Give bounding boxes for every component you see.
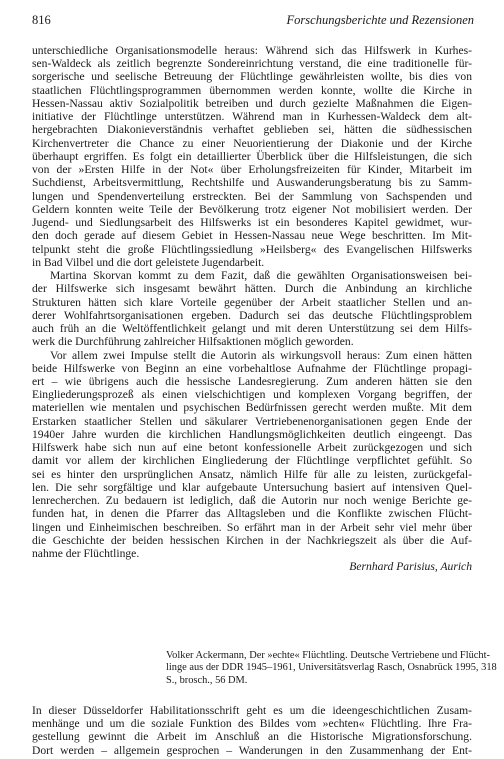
review-signature: Bernhard Parisius, Aurich [349, 560, 472, 573]
review-text-line: Martina Skorvan kommt zu dem Fazit, daß die gewählten Organisationsweisen bei- [50, 269, 472, 283]
review-text-line: funden hat, in denen die Pfarrer das Alltagsleben und die Konflikte zwischen Flücht- [32, 507, 472, 521]
review-text-line: lingen und Einheimischen beschreiben. So erfährt man in der Arbeit sehr viel mehr über [32, 520, 472, 534]
review-text-line: den doch gerade auf diesem Gebiet in Hessen-Nassau neue Wege beschritten. Im Mit- [32, 229, 472, 243]
review-text-line: Kirchenvertreter die Chance zu einer Neuorientierung der Diakonie und der Kirche [32, 136, 472, 150]
review-text-line: Eingliederungsprozeß als einen vielschichtigen und komplexen Vorgang begriffen, der [32, 388, 472, 402]
review-text-line: Vor allem zwei Impulse stellt die Autorin als wirkungsvoll heraus: Zum einen hätten [50, 348, 472, 362]
review-text-line: hergebrachten Diakonieverständnis verhaftet geblieben sei, hätten die südhessischen [32, 123, 472, 137]
review2-text-line: In dieser Düsseldorfer Habilitationsschrift geht es um die ideengeschichtlichen Zusam- [32, 704, 472, 717]
review2-text-line: Dort werden – allgemein gesprochen – Wanderungen in den Zusammenhang der Ent- [32, 743, 472, 757]
review-text-line: lungen und Spendenverteilung erstreckten. Bei der Sammlung von Sachspenden und [32, 189, 472, 203]
running-title: Forschungsberichte und Rezensionen [286, 13, 474, 27]
review-text-line: Erstarken staatlicher Stellen und säkularer Vertriebenenorganisationen gegen Ende der [32, 414, 472, 428]
bibliography-line: Volker Ackermann, Der »echte« Flüchtling. Deutsche Vertriebene und Flücht- [166, 650, 490, 661]
review-text-line: Jugend- und Siedlungsarbeit des Hilfswerks ist ein besonderes Kapitel gewidmet, wur- [32, 216, 472, 230]
review-text-line: lenrecherchen. Zu bedauern ist lediglich, daß die Autorin nur noch wenige Berichte ge- [32, 494, 472, 508]
review-text-line: in Bad Vilbel und die dort geleistete Jugendarbeit. [32, 255, 265, 269]
review-text-line: 1940er Jahre wurden die kirchlichen Handlungsmöglichkeiten deutlich eingeengt. Das [32, 427, 472, 441]
review-text-line: von der »Ersten Hilfe in der Not« über Erholungsfreizeiten für Kinder, Mitarbeit im [32, 163, 472, 177]
review-text-line: werk die Durchführung zahlreicher Hilfsaktionen möglich geworden. [32, 335, 354, 349]
review-text-line: sei es hinter den ursprünglichen Ansatz, nämlich Hilfe für alle zu leisten, zurückgefal- [32, 467, 472, 481]
bibliography-line: linge aus der DDR 1945–1961, Universitätsverlag Rasch, Osnabrück 1995, 318 [166, 662, 497, 674]
review-text-line: Hilfswerk habe sich nun auf eine betont konfessionelle Arbeit zurückgezogen und sich [32, 441, 472, 455]
review-text-line: derer Wohlfahrtsorganisationen ergeben. Dadurch sei das deutsche Flüchtlingsproblem [32, 308, 472, 322]
review-text-line: der Hilfswerke sich insgesamt bewährt hätten. Durch die Anbindung an kirchliche [32, 282, 472, 296]
review-text-line: sen-Waldeck als zeitlich begrenzte Sondereinrichtung verstand, die eine traditionelle für- [32, 57, 472, 71]
review-text-line: Strukturen hätten sich klare Vorteile gegenüber der Arbeit staatlicher Stellen und an- [32, 295, 472, 309]
review-text-line: materiellen wie mentalen und psychischen Bedürfnissen gerecht werden mußte. Mit dem [32, 401, 472, 415]
page-number: 816 [32, 13, 51, 27]
review-text-line: damit vor allem der kirchlichen Eingliederung der Flüchtlinge verpflichtet gefühlt. So [32, 454, 472, 468]
review-text-line: auch früh an die Weltöffentlichkeit gelangt und mit deren Unterstützung sei dem Hilfs- [32, 322, 472, 336]
review-text-line: initiative der Flüchtlinge unterstützen. Während man in Kurhessen-Waldeck dem alt- [32, 110, 472, 124]
review-text-line: telpunkt steht die große Flüchtlingssiedlung »Heilsberg« des Evangelischen Hilfswerks [32, 242, 472, 256]
review-text-line: Geldern konnten weite Teile der Bevölkerung trotz eigener Not mobilisiert werden. Der [32, 202, 472, 216]
page-header [32, 13, 474, 29]
review2-text-line: menhänge und um die soziale Funktion des Bildes vom »echten« Flüchtling. Ihre Fra- [32, 717, 472, 731]
bibliography-line: S., brosch., 56 DM. [166, 674, 248, 686]
review-text-line: staatlichen Flüchtlingsprogrammen übernommen werden konnte, wollte die Kirche in [32, 83, 472, 97]
review-text-line: len. Die sehr sorgfältige und klar aufgebaute Untersuchung basiert auf intensiven Quel- [32, 480, 472, 494]
review-text-line: nahme der Flüchtlinge. [32, 547, 140, 561]
review-text-line: sorgerische und seelische Betreuung der Flüchtlinge gewährleisten wollte, bis dies von [32, 70, 472, 84]
review-text-line: überhaupt ergriffen. Es folgt ein detaillierter Überblick über die Hilfsleistungen, die sich [32, 149, 472, 163]
review2-text-line: gestellung gewinnt die Arbeit im Anschluß an die Historische Migrationsforschung. [32, 730, 472, 744]
review-text-line: beide Hilfswerke von Beginn an eine vorbehaltlose Aufnahme der Flüchtlinge propagi- [32, 361, 472, 375]
review-text-line: die Geschichte der beiden hessischen Kirchen in der Nachkriegszeit als über die Auf- [32, 533, 472, 547]
review-text-line: ert – wie übrigens auch die hessische Landesregierung. Zum anderen hätten sie den [32, 375, 472, 388]
review-text-line: Hessen-Nassau aktiv Sozialpolitik betreiben und durch gezielte Maßnahmen die Eigen- [32, 96, 472, 110]
review-text-line: Suchdienst, Arbeitsvermittlung, Rechtshilfe und Auswanderungsberatung bis zu Samm- [32, 176, 472, 190]
review-text-line: unterschiedliche Organisationsmodelle heraus: Während sich das Hilfswerk in Kurhes- [32, 44, 472, 57]
